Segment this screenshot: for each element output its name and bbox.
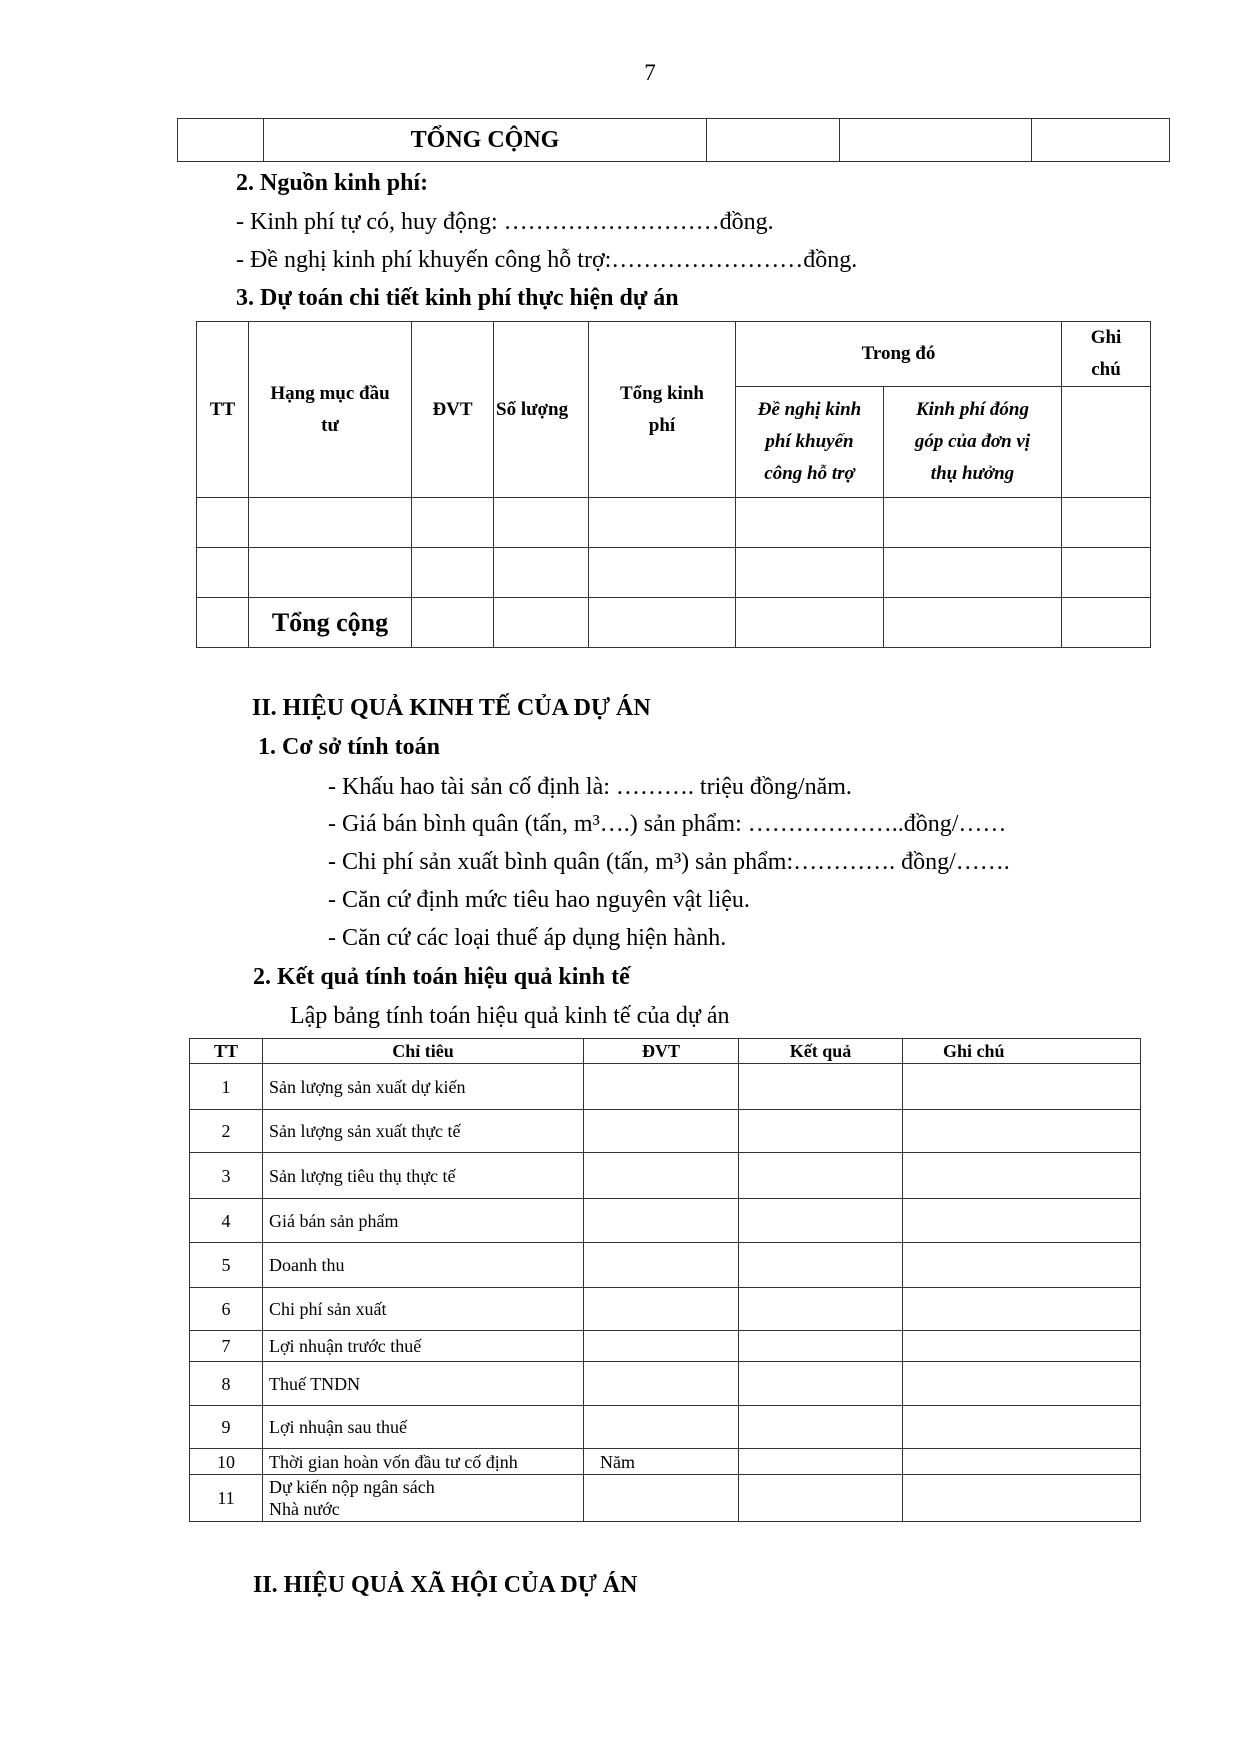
total-label: Tổng cộng	[249, 598, 412, 648]
basis-line: - Căn cứ các loại thuế áp dụng hiện hành.	[328, 925, 727, 951]
table-cell	[412, 498, 494, 548]
table-cell	[494, 498, 589, 548]
table-cell	[1062, 387, 1151, 498]
table-total-row	[197, 598, 1151, 648]
row-indicator: Lợi nhuận trước thuế	[263, 1331, 584, 1362]
row-indicator: Giá bán sản phẩm	[263, 1199, 584, 1243]
budget-table	[196, 321, 1151, 648]
row-number: 2	[190, 1110, 263, 1153]
table-row	[190, 1449, 1141, 1475]
row-unit	[584, 1064, 739, 1110]
table-cell	[736, 498, 884, 548]
row-unit	[584, 1475, 739, 1522]
result-heading: 2. Kết quả tính toán hiệu quả kinh tế	[253, 964, 630, 990]
page-number: 7	[644, 60, 656, 85]
row-note	[903, 1331, 1141, 1362]
row-note	[903, 1110, 1141, 1153]
basis-heading: 1. Cơ sở tính toán	[258, 734, 440, 760]
table-cell	[589, 598, 736, 648]
header-note: Ghi chú	[903, 1039, 1141, 1064]
table-row	[190, 1153, 1141, 1199]
table-cell	[494, 548, 589, 598]
row-result	[739, 1288, 903, 1331]
row-result	[739, 1110, 903, 1153]
result-intro: Lập bảng tính toán hiệu quả kinh tế của dự án	[290, 1003, 730, 1029]
row-note	[903, 1406, 1141, 1449]
table-cell	[1062, 548, 1151, 598]
table-row	[190, 1199, 1141, 1243]
table-row	[190, 1064, 1141, 1110]
table-cell	[884, 498, 1062, 548]
table-row	[197, 498, 1151, 548]
table-cell	[884, 548, 1062, 598]
table-cell	[1032, 119, 1170, 162]
row-indicator: Sản lượng tiêu thụ thực tế	[263, 1153, 584, 1199]
table-header-row	[197, 322, 1151, 387]
row-unit	[584, 1331, 739, 1362]
table-row	[190, 1243, 1141, 1288]
table-row	[190, 1110, 1141, 1153]
row-indicator: Sản lượng sản xuất thực tế	[263, 1110, 584, 1153]
row-number: 5	[190, 1243, 263, 1288]
row-number: 4	[190, 1199, 263, 1243]
row-result	[739, 1475, 903, 1522]
table-cell	[249, 498, 412, 548]
economic-table	[189, 1038, 1141, 1522]
row-result	[739, 1331, 903, 1362]
row-indicator-line: Nhà nước	[269, 1499, 340, 1519]
table-row	[190, 1475, 1141, 1522]
basis-line: - Chi phí sản xuất bình quân (tấn, m³) sản phẩm:…………. đồng/…….	[328, 849, 1010, 875]
row-note	[903, 1362, 1141, 1406]
table-cell	[197, 498, 249, 548]
row-result	[739, 1449, 903, 1475]
row-number: 9	[190, 1406, 263, 1449]
header-support: Đề nghị kinh phí khuyến công hỗ trợ	[736, 387, 884, 498]
row-result	[739, 1064, 903, 1110]
row-unit	[584, 1243, 739, 1288]
row-unit	[584, 1153, 739, 1199]
table-cell	[1062, 598, 1151, 648]
total-row-table	[177, 118, 1170, 162]
header-unit: ĐVT	[584, 1039, 739, 1064]
row-indicator: Lợi nhuận sau thuế	[263, 1406, 584, 1449]
row-note	[903, 1199, 1141, 1243]
table-cell	[197, 598, 249, 648]
table-row	[190, 1331, 1141, 1362]
header-result: Kết quả	[739, 1039, 903, 1064]
row-indicator: Thời gian hoàn vốn đầu tư cố định	[263, 1449, 584, 1475]
row-unit	[584, 1406, 739, 1449]
table-cell	[840, 119, 1032, 162]
header-note: Ghi chú	[1062, 322, 1151, 387]
header-item: Hạng mục đầu tư	[249, 322, 412, 498]
header-unit: ĐVT	[412, 322, 494, 498]
table-cell	[589, 548, 736, 598]
row-result	[739, 1153, 903, 1199]
table-row	[178, 119, 1170, 162]
table-cell	[589, 498, 736, 548]
row-result	[739, 1243, 903, 1288]
row-note	[903, 1153, 1141, 1199]
row-number: 10	[190, 1449, 263, 1475]
row-number: 8	[190, 1362, 263, 1406]
budget-heading: 3. Dự toán chi tiết kinh phí thực hiện dự án	[236, 285, 679, 311]
header-contrib: Kinh phí đóng góp của đơn vị thụ hưởng	[884, 387, 1062, 498]
table-cell	[1062, 498, 1151, 548]
table-cell	[736, 598, 884, 648]
table-cell	[884, 598, 1062, 648]
row-result	[739, 1406, 903, 1449]
row-indicator: Chi phí sản xuất	[263, 1288, 584, 1331]
table-cell	[178, 119, 264, 162]
row-note	[903, 1243, 1141, 1288]
row-note	[903, 1449, 1141, 1475]
header-of-which: Trong đó	[736, 322, 1062, 387]
table-cell	[412, 548, 494, 598]
table-row	[190, 1406, 1141, 1449]
social-heading: II. HIỆU QUẢ XÃ HỘI CỦA DỰ ÁN	[253, 1572, 638, 1598]
row-indicator-line: Dự kiến nộp ngân sách	[269, 1477, 435, 1497]
row-unit: Năm	[584, 1449, 739, 1475]
row-note	[903, 1064, 1141, 1110]
header-tt: TT	[197, 322, 249, 498]
header-total: Tổng kinh phí	[589, 322, 736, 498]
table-cell	[412, 598, 494, 648]
row-result	[739, 1199, 903, 1243]
row-indicator: Sản lượng sản xuất dự kiến	[263, 1064, 584, 1110]
row-number: 11	[190, 1475, 263, 1522]
funding-heading: 2. Nguồn kinh phí:	[236, 170, 429, 196]
header-qty: Số lượng	[494, 322, 589, 498]
row-note	[903, 1288, 1141, 1331]
row-number: 1	[190, 1064, 263, 1110]
table-row	[197, 548, 1151, 598]
table-header-row	[190, 1039, 1141, 1064]
header-tt: TT	[190, 1039, 263, 1064]
table-row	[190, 1362, 1141, 1406]
table-cell	[494, 598, 589, 648]
table-row	[190, 1288, 1141, 1331]
economic-heading: II. HIỆU QUẢ KINH TẾ CỦA DỰ ÁN	[252, 695, 651, 721]
row-number: 3	[190, 1153, 263, 1199]
table-cell	[707, 119, 840, 162]
row-number: 6	[190, 1288, 263, 1331]
header-indicator: Chỉ tiêu	[263, 1039, 584, 1064]
row-result	[739, 1362, 903, 1406]
row-indicator: Thuế TNDN	[263, 1362, 584, 1406]
row-note	[903, 1475, 1141, 1522]
row-unit	[584, 1110, 739, 1153]
row-number: 7	[190, 1331, 263, 1362]
funding-line: - Kinh phí tự có, huy động: ………………………đồng.	[236, 209, 774, 235]
table-cell	[736, 548, 884, 598]
row-unit	[584, 1288, 739, 1331]
funding-line: - Đề nghị kinh phí khuyến công hỗ trợ:……………………đồng.	[236, 247, 858, 273]
table-cell	[197, 548, 249, 598]
row-unit	[584, 1362, 739, 1406]
row-indicator: Doanh thu	[263, 1243, 584, 1288]
basis-line: - Khấu hao tài sản cố định là: ………. triệu đồng/năm.	[328, 774, 852, 800]
row-unit	[584, 1199, 739, 1243]
table-cell	[249, 548, 412, 598]
total-label: TỔNG CỘNG	[264, 119, 707, 162]
row-indicator	[263, 1475, 584, 1522]
basis-line: - Giá bán bình quân (tấn, m³….) sản phẩm: ………………..đồng/……	[328, 811, 1007, 837]
basis-line: - Căn cứ định mức tiêu hao nguyên vật liệu.	[328, 887, 750, 913]
